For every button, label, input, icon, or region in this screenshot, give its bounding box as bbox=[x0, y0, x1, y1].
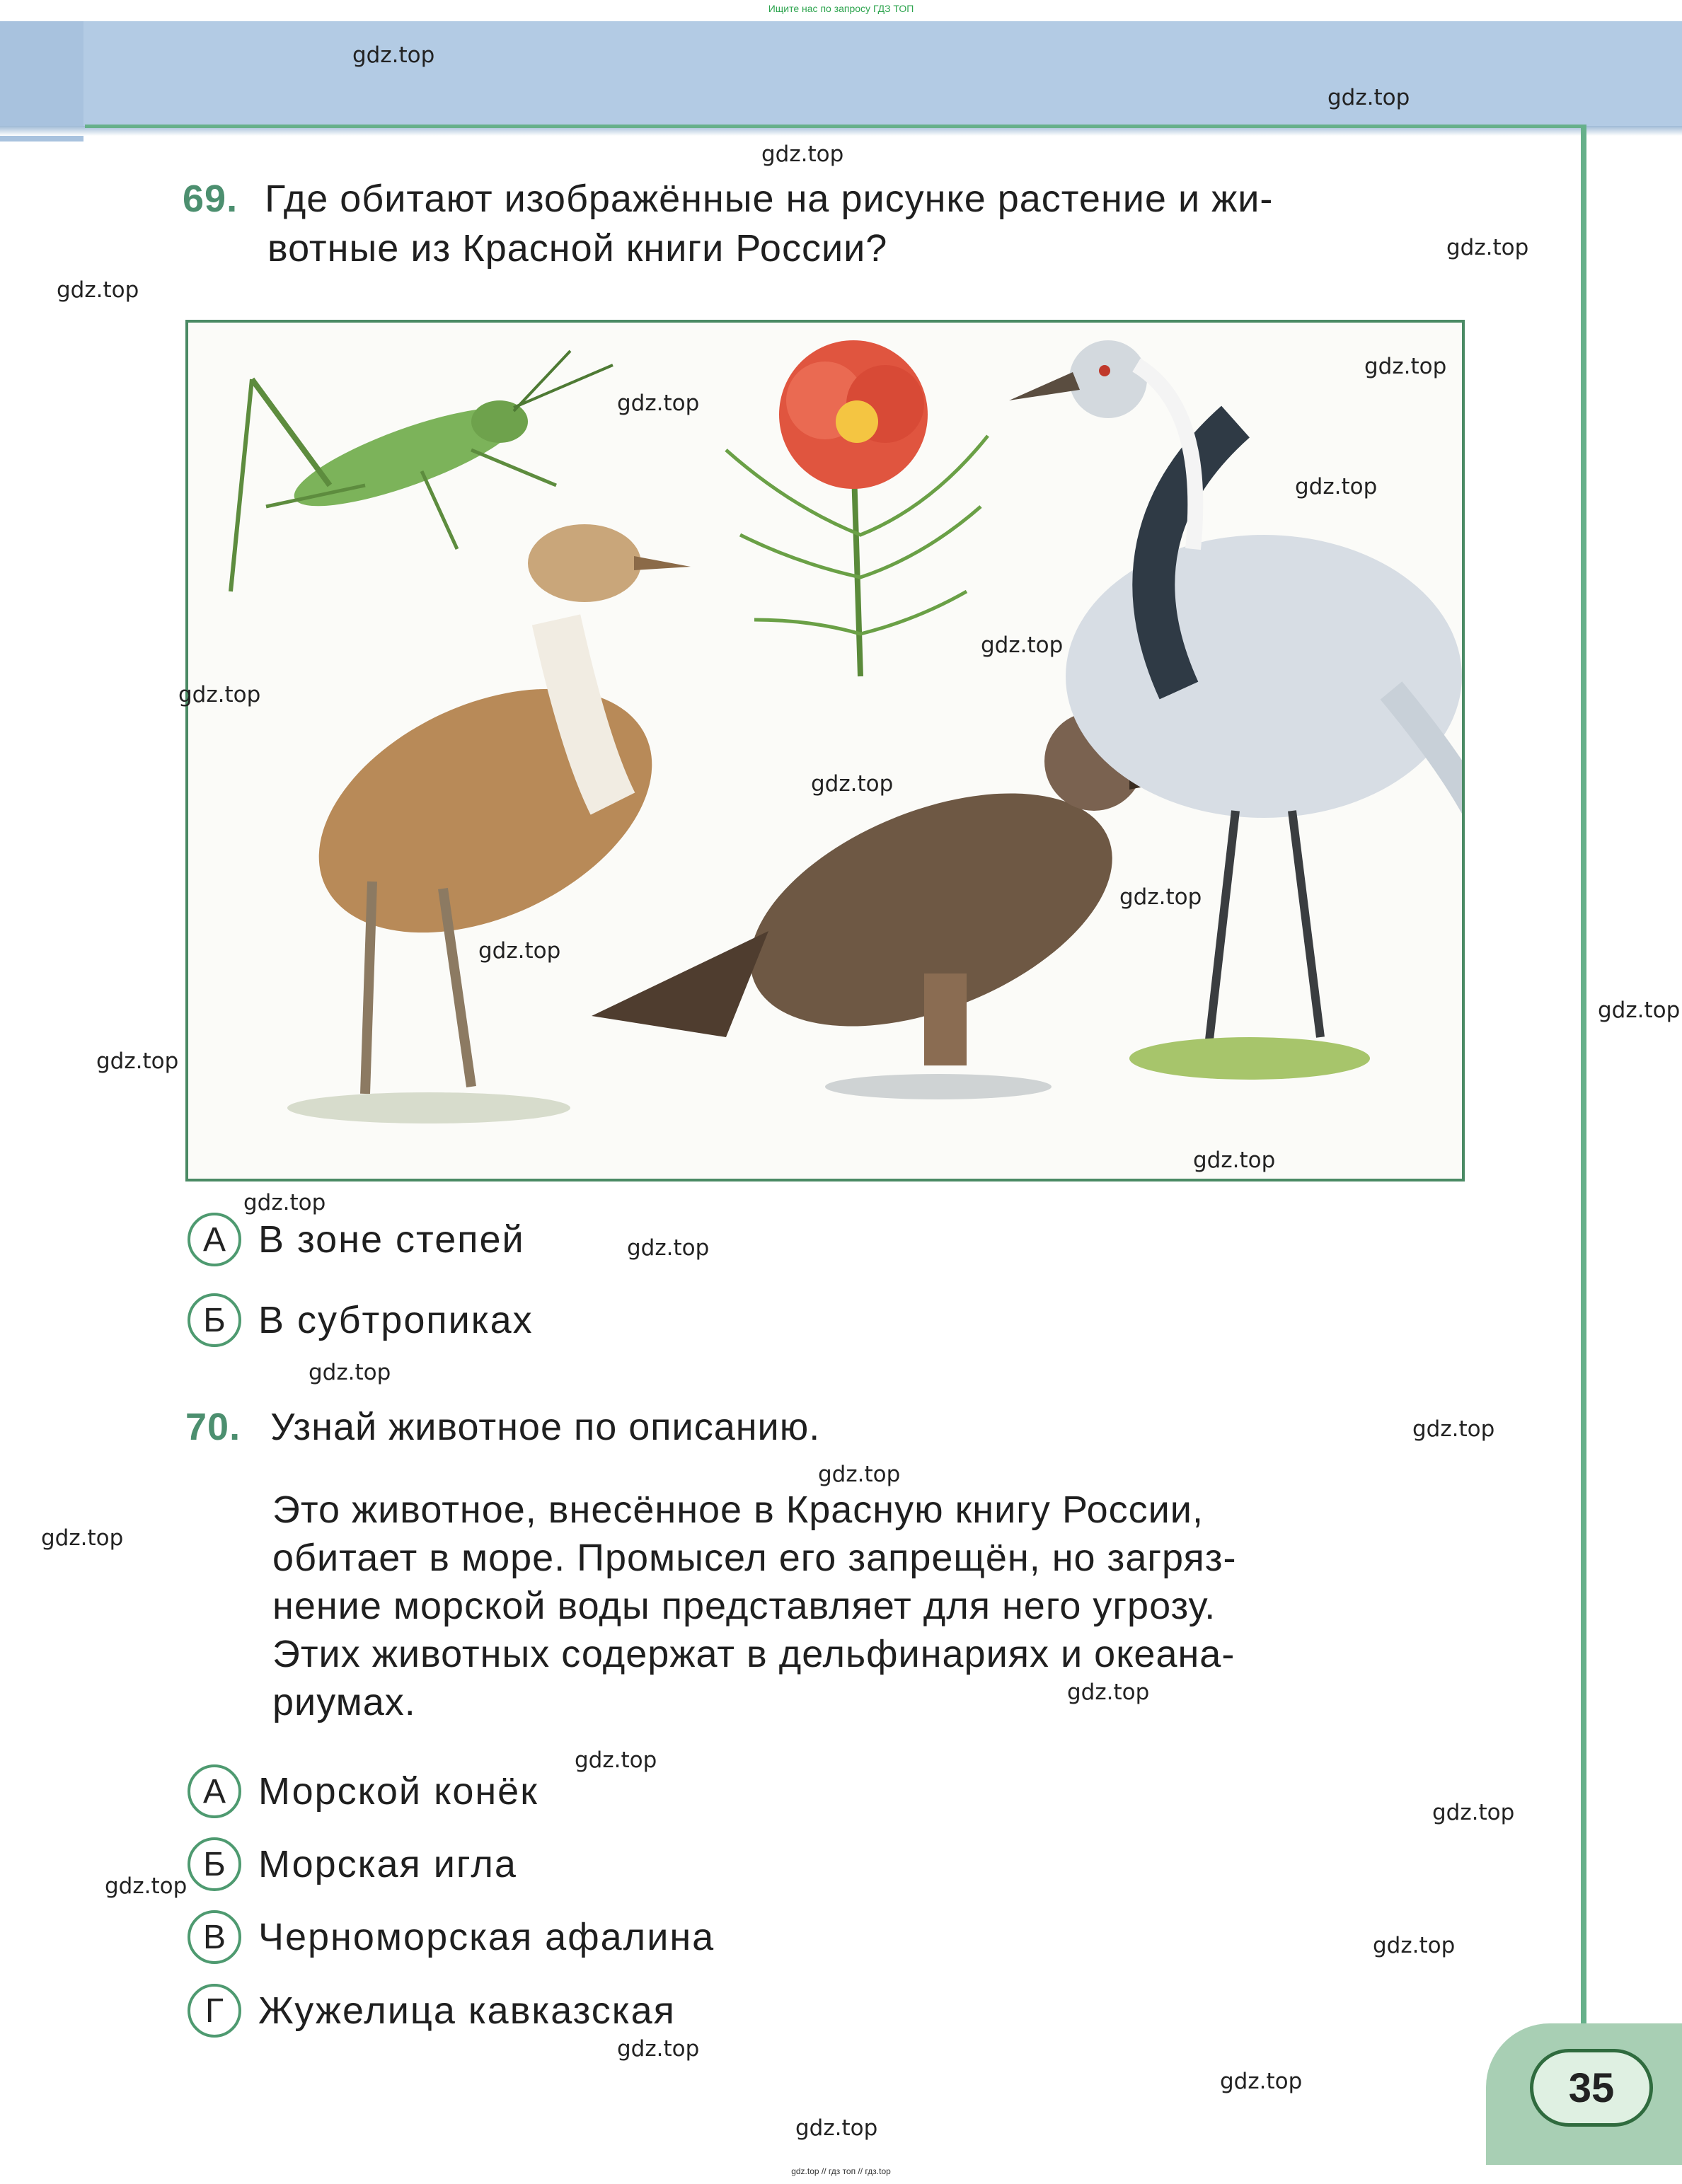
option-text: В субтропиках bbox=[258, 1299, 534, 1341]
option-text: Морская игла bbox=[258, 1843, 517, 1885]
watermark[interactable]: gdz.top bbox=[1364, 354, 1447, 379]
watermark[interactable]: gdz.top bbox=[1598, 998, 1681, 1023]
bustard-icon bbox=[280, 524, 691, 1123]
eagle-icon bbox=[592, 712, 1165, 1099]
option-text: Морской конёк bbox=[258, 1770, 538, 1813]
watermark[interactable]: gdz.top bbox=[478, 938, 561, 964]
watermark[interactable]: gdz.top bbox=[811, 771, 894, 797]
watermark[interactable]: gdz.top bbox=[309, 1360, 391, 1385]
watermark[interactable]: gdz.top bbox=[1220, 2069, 1303, 2094]
header-divider-line bbox=[85, 125, 1584, 128]
watermark[interactable]: gdz.top bbox=[617, 2036, 700, 2062]
q70-description bbox=[272, 1486, 1461, 1726]
option-letter-circle[interactable]: Б bbox=[188, 1293, 241, 1347]
watermark[interactable]: gdz.top bbox=[627, 1235, 710, 1261]
option-text: Жужелица кавказская bbox=[258, 1989, 676, 2032]
watermark[interactable]: gdz.top bbox=[96, 1048, 179, 1074]
q70-prompt: Узнай животное по описанию. bbox=[270, 1406, 821, 1448]
watermark[interactable]: gdz.top bbox=[1327, 85, 1410, 110]
margin-line bbox=[1581, 125, 1586, 2049]
watermark[interactable]: gdz.top bbox=[178, 682, 261, 707]
watermark[interactable]: gdz.top bbox=[105, 1873, 188, 1899]
q70-option-d[interactable] bbox=[188, 1982, 676, 2039]
option-letter-circle[interactable]: Г bbox=[188, 1984, 241, 2038]
watermark[interactable]: gdz.top bbox=[57, 277, 139, 303]
watermark[interactable]: gdz.top bbox=[617, 391, 700, 416]
header-band bbox=[0, 21, 1682, 127]
watermark[interactable]: gdz.top bbox=[243, 1190, 326, 1215]
q70-description-line: нение морской воды представляет для него угрозу. bbox=[272, 1585, 1216, 1627]
q70-description-line: Это животное, внесённое в Красную книгу России, bbox=[272, 1489, 1204, 1531]
top-banner[interactable]: Ищите нас по запросу ГДЗ ТОП bbox=[768, 3, 914, 14]
watermark[interactable]: gdz.top bbox=[1373, 1933, 1456, 1958]
watermark[interactable]: gdz.top bbox=[1193, 1148, 1276, 1173]
watermark[interactable]: gdz.top bbox=[41, 1525, 124, 1551]
footer-watermark[interactable]: gdz.top // гдз топ // гдз.top bbox=[791, 2166, 891, 2176]
watermark[interactable]: gdz.top bbox=[1412, 1416, 1495, 1442]
watermark[interactable]: gdz.top bbox=[1432, 1800, 1515, 1825]
q69-line1 bbox=[183, 174, 1470, 224]
q70-option-b[interactable] bbox=[188, 1836, 517, 1893]
q70-option-c[interactable] bbox=[188, 1909, 715, 1965]
watermark[interactable]: gdz.top bbox=[795, 2115, 878, 2141]
page-number: 35 bbox=[1530, 2049, 1653, 2127]
q70-description-line: риумах. bbox=[272, 1681, 416, 1723]
q69-option-b[interactable] bbox=[188, 1292, 534, 1348]
watermark[interactable]: gdz.top bbox=[1119, 884, 1202, 910]
watermark[interactable]: gdz.top bbox=[761, 141, 844, 167]
watermark[interactable]: gdz.top bbox=[1295, 474, 1378, 499]
q69-text-line1: Где обитают изображённые на рисунке растение и жи- bbox=[265, 178, 1274, 220]
q69-option-a[interactable] bbox=[188, 1211, 525, 1268]
illustration-svg bbox=[188, 323, 1462, 1179]
option-text: Черноморская афалина bbox=[258, 1916, 715, 1958]
watermark[interactable]: gdz.top bbox=[1446, 235, 1529, 260]
option-letter-circle[interactable]: А bbox=[188, 1764, 241, 1818]
watermark[interactable]: gdz.top bbox=[981, 632, 1064, 658]
q70-number: 70. bbox=[185, 1406, 241, 1448]
peony-flower-icon bbox=[726, 340, 988, 676]
q69-text-line2: вотные из Красной книги России? bbox=[267, 227, 888, 270]
header-left-panel bbox=[0, 21, 83, 141]
crane-icon bbox=[1009, 340, 1462, 1080]
option-letter-circle[interactable]: А bbox=[188, 1213, 241, 1266]
watermark[interactable]: gdz.top bbox=[818, 1462, 901, 1487]
q70-option-a[interactable] bbox=[188, 1763, 538, 1820]
option-letter-circle[interactable]: Б bbox=[188, 1837, 241, 1891]
red-book-illustration bbox=[185, 320, 1465, 1181]
watermark[interactable]: gdz.top bbox=[352, 42, 435, 68]
option-letter-circle[interactable]: В bbox=[188, 1910, 241, 1964]
q70-description-line: Этих животных содержат в дельфинариях и океана- bbox=[272, 1633, 1235, 1675]
watermark[interactable]: gdz.top bbox=[1067, 1680, 1150, 1705]
option-text: В зоне степей bbox=[258, 1218, 525, 1261]
watermark[interactable]: gdz.top bbox=[575, 1747, 657, 1773]
q70-heading bbox=[185, 1402, 820, 1452]
q69-number: 69. bbox=[183, 178, 238, 220]
q70-description-line: обитает в море. Промысел его запрещён, но загряз- bbox=[272, 1537, 1237, 1579]
